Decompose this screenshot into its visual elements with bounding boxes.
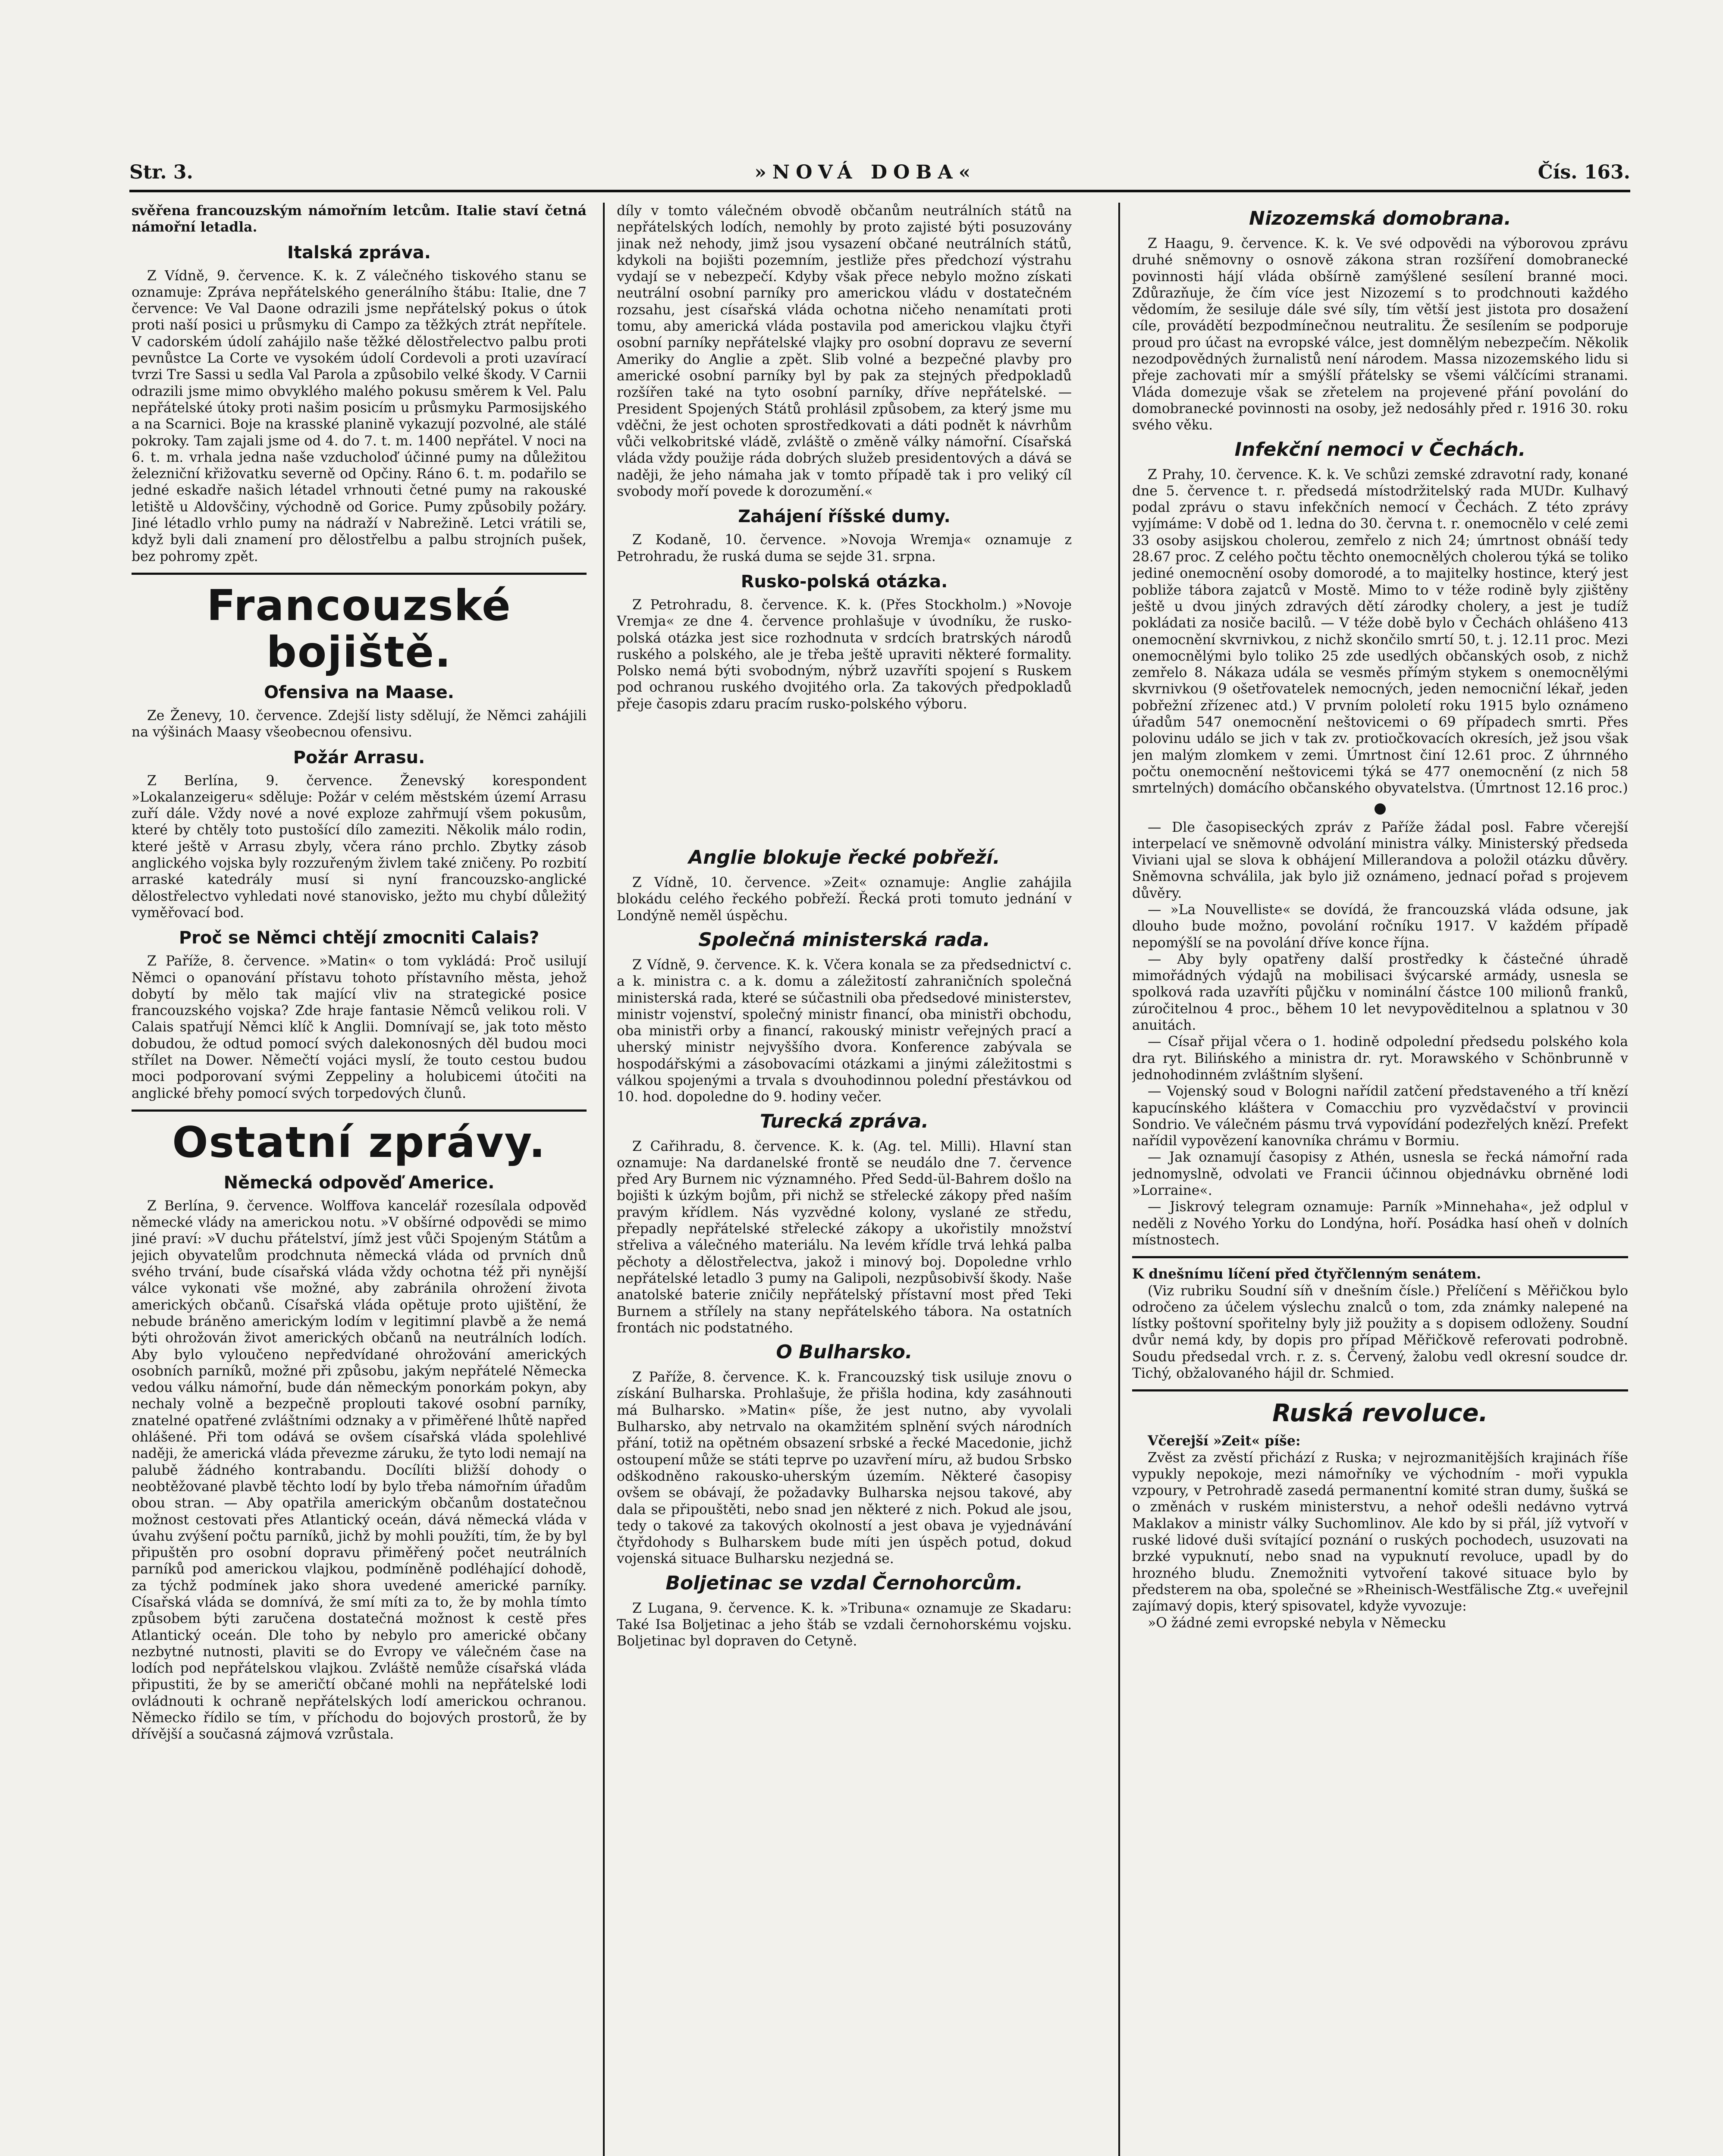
- news-brief: — »La Nouvelliste« se dovídá, že francouzská vláda odsune, jak dlouho bude možno, povolání ročníku 1917. V každém případě nepomýšlí se na povolání dříve konce října.: [1132, 902, 1628, 951]
- headline-liceni: K dnešnímu líčení před čtyřčlenným senátem.: [1132, 1266, 1481, 1282]
- section-divider: [132, 1109, 587, 1112]
- section-divider: [1132, 1389, 1628, 1391]
- article-calais: Z Paříže, 8. července. »Matin« o tom vykládá: Proč usilují Němci o opanování přístavu tohoto přístavního města, jehož dobytí by mělo tak mající vliv na strategické posice francouzského vojska? Zde hraje fantasie Němců velikou roli. V Calais spatřují Němci klíč k Anglii. Domnívají se, jak toto město dobudou, že odtud pomocí svých dalekonosných děl budou moci střílet na Dower. Němečtí vojáci myslí, že touto cestou budou moci podporovaní svými Zeppeliny a holubicemi útočiti na anglické břehy pomocí svých torpedových člunů.: [132, 953, 587, 1101]
- article-rusko-polska: Z Petrohradu, 8. července. K. k. (Přes Stockholm.) »Novoje Vremja« ze dne 4. července prohlašuje v úvodníku, že rusko-polská otázka jest sice rozhodnuta v srdcích bratrských národů ruského a polského, ale je třeba ještě upraviti některé formality. Polsko nemá býti svobodným, nýbrž uzavříti spojení s Ruskem pod ochranou ruského dvojitého orla. Za takových předpokladů přeje časopis zdaru pracím rusko-polského výboru.: [617, 597, 1072, 712]
- article-continuation: svěřena francouzským námořním letcům. Italie staví četná námořní letadla.: [132, 203, 587, 235]
- newspaper-title: »NOVÁ DOBA«: [754, 161, 977, 183]
- section-title-ostatni-zpravy: Ostatní zprávy.: [172, 1118, 546, 1167]
- bullet-separator: ●: [1374, 799, 1387, 817]
- article-turecka-zprava: Z Cařihradu, 8. července. K. k. (Ag. tel. Milli). Hlavní stan oznamuje: Na dardanelské frontě se neudálo dne 7. července před Ary Burnem nic významného. Před Sedd-ül-Bahrem došlo na bojišti k úzkým bojům, při nichž se střelecké zákopy před naším pravým křídlem. Nás vyzvědné kolony, vyslané ze středu, přepadly nepřátelské střelecké zákopy a ukořistily množství střeliva a válečného materiálu. Na levém křídle trvá lehká palba pěchoty a dělostřelectva, jakož i minový boj. Dopoledne vrhlo nepřátelské letadlo 3 pumy na Galipoli, nezpůsobivší škody. Naše anatolské baterie zničily nepřátelský přístavní most před Teki Burnem a střílely na stany nepřátelského tábora. Na ostatních frontách nic podstatného.: [617, 1138, 1072, 1336]
- article-ruska-revoluce-lead: Včerejší »Zeit« píše:: [1148, 1433, 1301, 1449]
- column-2: [617, 203, 1072, 2156]
- headline-nizozemska-domobrana: Nizozemská domobrana.: [1249, 207, 1511, 229]
- section-title-francouzske-bojiste: Francouzské bojiště.: [207, 581, 512, 677]
- header-rule: [129, 190, 1630, 192]
- headline-ruska-revoluce: Ruská revoluce.: [1272, 1399, 1488, 1428]
- section-divider: [132, 573, 587, 575]
- headline-infekcni-nemoci: Infekční nemoci v Čechách.: [1234, 438, 1526, 461]
- headline-rusko-polska: Rusko-polská otázka.: [741, 571, 948, 592]
- article-nizozemska-domobrana: Z Haagu, 9. července. K. k. Ve své odpovědi na výborovou zprávu druhé sněmovny o osnově zákona stran rozšíření domobranecké povinnosti hájí vláda obšírně zamýšlené sesílení branné moci. Zdůrazňuje, že čím více jest Nizozemí s to prodchnouti každého vědomím, že sesiluje dále své síly, tím větší jest jistota pro dosažení cíle, provádětí bezpodmínečnou neutralitu. Že sesílením se podporuje proud pro účast na evropské válce, jest domnělým nebezpečím. Několik nezodpovědných žurnalistů není národem. Massa nizozemského lidu si přeje zachovati mír a smýšlí přátelsky se všemi válčícími stranami. Vláda domezuje však se zřetelem na projevené přání povolání do domobranecké povinnosti na osoby, jež nedosáhly před r. 1916 30. roku svého věku.: [1132, 236, 1628, 433]
- headline-boljetinac: Boljetinac se vzdal Černohorcům.: [665, 1572, 1023, 1594]
- headline-ofensiva: Ofensiva na Maase.: [264, 682, 454, 702]
- news-brief: — Dle časopiseckých zpráv z Paříže žádal posl. Fabre včerejší interpelací ve sněmovně odvolání ministra války. Ministerský předseda Viviani ujal se slova k obhájení Millerandova a položil otázku důvěry. Sněmovna schválila, jak bylo již oznámeno, jednací pořad s projevem důvěry.: [1132, 819, 1628, 901]
- article-nemecka-odpoved: Z Berlína, 9. července. Wolffova kancelář rozesílala odpověď německé vlády na americkou notu. »V obšírné odpovědi se mimo jiné praví: »V duchu přátelství, jímž jest vůči Spojeným Státům a jejich obyvatelům prodchnuta německá vláda od prvních dnů svého trvání, bude císařská vláda vždy ochotna též při nynější válce vykonati vše možné, aby zabránila ohrožení života amerických občanů. Císařská vláda opětuje proto ujištění, že nebude bráněno americkým lodím v legitimní plavbě a že nemá býti ohrožován život amerických občanů na neutrálních lodích. Aby bylo vyloučeno nepředvídané ohrožování amerických osobních parníků, možné při způsobu, jakým nepřátelé Německa vedou válku námořní, bude dán německým ponorkám pokyn, aby nechaly volně a bezpečně proplouti takové osobní parníky, znatelné opatřené zvláštními odznaky a v přiměřené lhůtě napřed ohlášené. Při tom odává se ovšem císařská vláda spolehlivé naději, že americká vláda převezme záruku, že tyto lodi nemají na palubě žádného kontrabandu. Docílíti bližší dohody o neobtěžované plavbě těchto lodí by bylo třeba námořním úřadům obou stran. — Aby opatřila americkým občanům dostatečnou možnost cestovati přes Atlantický oceán, dává německá vláda v úvahu zvýšení počtu parníků, jichž by mohli použíti, tím, že by byl připuštěn pro osobní dopravu přiměřený počet neutrálních parníků pod americkou vlajkou, podmíněně podléhající dohodě, za týchž podmínek jako shora uvedené americké parníky. Císařská vláda se domnívá, že smí míti za to, že by mohla tímto způsobem býti zaručena dostatečná možnost k cestě přes Atlantický oceán. Dle toho by nebylo pro americké občany nezbytné nutnosti, plaviti se do Evropy ve válečném čase na lodích pod nepřátelskou vlajkou. Zvláště nemůže císařská vláda připustiti, že by se američtí občané mohli na nepřátelské lodi ovládnouti k ochraně nepřátelských lodí americkou ochranou. Německo řídilo se tím, v příchodu do bojových prostorů, že by dřívější a současná zájmová vzrůstala.: [132, 1198, 587, 1742]
- article-continuation: díly v tomto válečném obvodě občanům neutrálních států na nepřátelských lodích, nemohly by proto zajisté býti posuzovány jinak než nehody, jimž jsou vysazení občané neutrálních států, kdykoli na bojišti pozemním, jestliže přes předchozí výstrahu vydají se v nebezpečí. Kdyby však přece nebylo možno získati neutrální osobní parníky pro americkou vládu v dostatečném rozsahu, jest císařská vláda ochotna ničeho nenamítati proti tomu, aby americká vláda postavila pod americkou vlajku čtyři osobní parníky nepřátelské vlajky pro osobní dopravu ze severní Ameriky do Anglie a zpět. Slib volné a bezpečné plavby pro americké osobní parníky byl by pak za stejných předpokladů rozšířen také na tyto osobní parníky, dříve nepřátelské. — President Spojených Států prohlásil způsobem, za který jsme mu vděčni, že jest ochoten sprostředkovati a dáti podnět k návrhům vůči velkobritské vládě, zvláště o změně války námořní. Císařská vláda vždy použije ráda dobrých služeb presidentových a dává se naději, že jeho námaha jak v tomto případě tak i pro veliký cíl svobody moří povede k dorozumění.«: [617, 203, 1072, 500]
- blank-space: [617, 712, 1072, 842]
- headline-italska-zprava: Italská zpráva.: [287, 242, 431, 263]
- headline-nemecka-odpoved: Německá odpověď Americe.: [223, 1172, 495, 1193]
- column-rule-1: [603, 203, 605, 2156]
- headline-duma: Zahájení říšské dumy.: [738, 507, 951, 527]
- section-divider: [1132, 1256, 1628, 1258]
- article-italska-zprava: Z Vídně, 9. července. K. k. Z válečného tiskového stanu se oznamuje: Zpráva nepřátelského generálního štábu: Italie, dne 7 července: Ve Val Daone odrazili jsme nepřátelský pokus o útok proti naší posici u průsmyku di Campo za těžkých ztrát nepřítele. V cadorském údolí zahájilo naše těžké dělostřelectvo palbu proti pevnůstce La Corte ve vysokém údolí Cordevoli a proti uzavírací tvrzi Tre Sassi u sedla Val Parola a způsobilo velké škody. V Carnii odrazili jsme mimo obvyklého malého pokusu směrem k Vel. Palu nepřátelské útoky proti našim posicím u průsmyku Parmosijského a na Scarnici. Boje na krasské planině vykazují pozvolné, ale stálé pokroky. Tam zajali jsme od 4. do 7. t. m. 1400 nepřátel. V noci na 6. t. m. vrhala jedna naše vzducholoď účinné pumy na důležitou železniční křižovatku severně od Opčiny. Ráno 6. t. m. podařilo se jedné eskadře našich létadel vrhnouti četné pumy na rakouské letiště u Aldovščiny, východně od Gorice. Pumy způsobily požáry. Jiné létadlo vrhlo pumy na nádraží v Nabrežině. Letci vrátili se, když byli dali znamení pro dělostřelbu a palbu strojních pušek, bez pohromy zpět.: [132, 268, 587, 564]
- issue-number: Čís. 163.: [1538, 161, 1630, 183]
- article-pozar-arrasu: Z Berlína, 9. července. Ženevský korespondent »Lokalanzeigeru« sděluje: Požár v celém městském území Arrasu zuří dále. Vždy nové a nové exploze zahřmují všem pokusům, které by chtěly toto pustošící dílo zameziti. Několik málo rodin, které ještě v Arrasu zbyly, včera ráno prchlo. Zbytky zásob anglického vojska byly rozzuřeným živlem také zničeny. Po rozbití arraské katedrály musí si nyní francouzsko-anglické dělostřelectvo vyhledati nové stanovisko, ježto mu chybí důležitý vyměřovací bod.: [132, 773, 587, 921]
- column-3: [1132, 203, 1628, 2156]
- article-liceni: (Viz rubriku Soudní síň v dnešním čísle.) Přelíčení s Měřičkou bylo odročeno za účelem výslechu znalců o tom, zda známky nalepené na lístky poštovní spořitelny byly již použity a s dopisem odloženy. Soudní dvůr nemá kdy, by dopis pro případ Měřičkově referovati podrobně. Soudu předsedal vrch. r. z. s. Červený, žalobu vedl okresní soudce dr. Tichý, obžalovaného hájil dr. Schmied.: [1132, 1283, 1628, 1381]
- news-brief: — Aby byly opatřeny další prostředky k částečné úhradě mimořádných výdajů na mobilisaci švýcarské armády, usnesla se spolková rada uzavříti půjčku v nominální částce 100 milionů franků, zúročitelnou 4 proc., během 10 let nevypověditelnou a splatnou v 30 anuitách.: [1132, 951, 1628, 1034]
- headline-anglie-blokuje: Anglie blokuje řecké pobřeží.: [688, 846, 1000, 869]
- article-ofensiva: Ze Ženevy, 10. července. Zdejší listy sdělují, že Němci zahájili na výšinách Maasy všeobecnou ofensivu.: [132, 708, 587, 740]
- column-rule-2: [1118, 203, 1120, 2156]
- page-header: [129, 144, 1630, 183]
- headline-calais: Proč se Němci chtějí zmocniti Calais?: [179, 928, 540, 948]
- news-brief: — Císař přijal včera o 1. hodině odpolední předsedu polského kola dra ryt. Bilińského a ministra dr. ryt. Morawského v Schönbrunně v jednohodinném zvláštním slyšení.: [1132, 1034, 1628, 1083]
- article-ruska-revoluce-continued: »O žádné zemi evropské nebyla v Německu: [1148, 1615, 1447, 1631]
- article-bulharsko: Z Paříže, 8. července. K. k. Francouzský tisk usiluje znovu o získání Bulharska. Prohlašuje, že přišla hodina, kdy zasáhnouti má Bulharsko. »Matin« píše, že jest nutno, aby vyvolali Bulharsko, aby netrvalo na okamžitém splnění svých národních přání, totiž na opětném obsazení srbské a řecké Macedonie, jichž ostoupení může se státi teprve po uzavření míru, až budou Srbsko odškodněno rakousko-uherským územím. Některé časopisy ovšem se obávají, že požadavky Bulharska nejsou takové, aby dala se připouštěti, nebo snad jen některé z nich. Pokud ale jsou, tedy o takové za takových okolností a jest obava je vyjednávání čtyřdohody s Bulharskem bude míti jen úspěch potud, dokud vojenská situace Bulharsku nezjedná se.: [617, 1369, 1072, 1567]
- article-boljetinac: Z Lugana, 9. července. K. k. »Tribuna« oznamuje ze Skadaru: Také Isa Boljetinac a jeho štáb se vzdali černohorskému vojsku. Boljetinac byl dopraven do Cetyně.: [617, 1600, 1072, 1649]
- news-brief: — Vojenský soud v Bologni nařídil zatčení představeného a tří knězí kapucínského kláštera v Comacchiu pro vyzvědačství v provincii Sondrio. Ve válečném pásmu trvá vypovídání podezřelých knězí. Prefekt nařídil vypovězení kanovníka chrámu v Bormiu.: [1132, 1084, 1628, 1149]
- headline-bulharsko: O Bulharsko.: [776, 1341, 913, 1363]
- article-ministerska-rada: Z Vídně, 9. července. K. k. Včera konala se za předsednictví c. a k. ministra c. a k. domu a záležitostí zahraničních společná ministerská rada, které se súčastnili oba předsedové ministerstev, ministr vojenství, společný ministr financí, oba ministři obchodu, oba ministři orby a financí, rakouský ministr veřejných prací a uherský ministr nejvyššího dvora. Konference zabývala se hospodářskými a zásobovacími otázkami a jinými záležitostmi s válkou spojenými a trvala s dvouhodinnou polední přestávkou od 10. hod. dopoledne do 9. hodiny večer.: [617, 957, 1072, 1105]
- headline-pozar-arrasu: Požár Arrasu.: [293, 747, 425, 768]
- news-brief: — Jak oznamují časopisy z Athén, usnesla se řecká námořní rada jednomyslně, odvolati ve Francii účinnou objednávku obrněné lodi »Lorraine«.: [1132, 1150, 1628, 1199]
- article-anglie-blokuje: Z Vídně, 10. července. »Zeit« oznamuje: Anglie zahájila blokádu celého řeckého pobřeží. Řecká proti tomuto jednání v Londýně neměl úspěchu.: [617, 875, 1072, 924]
- article-infekcni-nemoci: Z Prahy, 10. července. K. k. Ve schůzi zemské zdravotní rady, konané dne 5. července t. r. předsedá místodržitelský rada MUDr. Kulhavý podal zprávu o stavu infekčních nemocí v Čechách. Z této zprávy vyjímáme: V době od 1. ledna do 30. června t. r. onemocnělo v celé zemi 33 osoby asijskou cholerou, zemřelo z nich 24; úmrtnost obnáší tedy 28.67 proc. Z celého počtu těchto onemocnělých cholerou týká se toliko jediné onemocnění osoby domorodé, a to majitelky hostince, který jest pobliže tábora zajatců v Mostě. Mimo to v téže rodině byly zjištěny ještě u dvou jiných zdravých dětí zárodky cholery, a jest je tudíž pokládati za nosiče bacilů. — V téže době bylo v Čechách ohlášeno 413 onemocnění skvrnivkou, z nichž skončilo smrtí 50, t. j. 12.11 proc. Mezi onemocnělými bylo toliko 25 zde usedlých občanských osob, z nichž zemřelo 8. Nákaza udála se vesměs přímým stykem s onemocnělými skvrnivkou (9 ošetřovatelek nemocných, jeden nemocniční lékař, jeden pobřežní zřízenec atd.) V prvním pololetí roku 1915 bylo oznámeno úřadům 547 onemocnění neštovicemi o 69 případech smrti. Přes polovinu událo se jich v tak zv. protiočkovacích okresích, jež jsou však jen malým zlomkem v zemi. Úmrtnost činí 12.61 proc. Z úhrnného počtu onemocnění neštovicemi týká se 477 onemocnění (z nich 58 smrtelných) domácího občanského obyvatelstva. (Úmrtnost 12.16 proc.): [1132, 467, 1628, 796]
- article-ruska-revoluce: Zvěst za zvěstí přichází z Ruska; v nejrozmanitějších krajinách říše vypukly nepokoje, mezi námořníky ve východním - moři vypukla vzpoury, v Petrohradě zasedá permanentní komité stran dumy, šušká se o změnách v ruském ministerstvu, a nehoř odešli nedávno vytrvá Maklakov a ministr války Suchomlinov. Ale kdo by si přál, jíž vytvoří v ruské lidové duši svítající poznání o ruských pochodech, usuzovati na brzké vypuknutí, nebo snad na vypuknutí revoluce, upadl by do hrozného bludu. Znemožniti vytvoření takové situace bylo by předsterem na oba, společné se »Rheinisch-Westfälische Ztg.« uveřejnil zajímavý dopis, který spisovatel, kdyže vyvozuje:: [1132, 1450, 1628, 1614]
- article-duma: Z Kodaně, 10. července. »Novoja Wremja« oznamuje z Petrohradu, že ruská duma se sejde 31. srpna.: [617, 532, 1072, 564]
- headline-turecka-zprava: Turecká zpráva.: [760, 1110, 929, 1132]
- column-1: [132, 203, 587, 2156]
- page-number: Str. 3.: [129, 161, 193, 183]
- headline-ministerska-rada: Společná ministerská rada.: [698, 928, 990, 951]
- news-brief: — Jiskrový telegram oznamuje: Parník »Minnehaha«, jež odplul v neděli z Nového Yorku do Londýna, hoří. Posádka hasí oheň v dolních místnostech.: [1132, 1199, 1628, 1248]
